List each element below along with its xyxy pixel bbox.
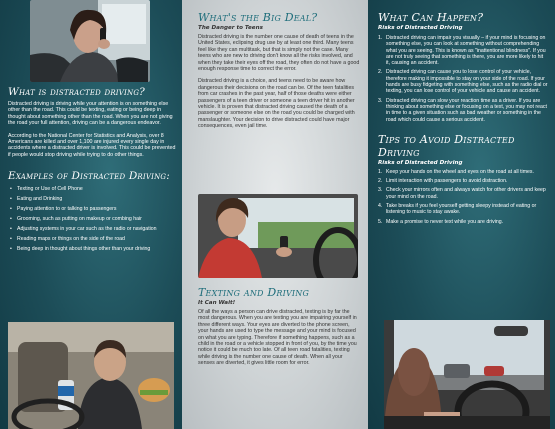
- list-item: 5. Make a promise to never text while you are driving.: [378, 218, 504, 225]
- section-title: What is distracted driving?: [8, 86, 145, 98]
- risks-list: [378, 35, 548, 123]
- list-item: • Grooming, such as putting on makeup or combing hair: [8, 216, 176, 222]
- middle-panel: [182, 0, 368, 429]
- section-title: Tips to Avoid Distracted Driving: [378, 132, 515, 159]
- list-item: 1. Keep your hands on the wheel and eyes on the road at all times.: [378, 168, 534, 175]
- list-item: 2. Limit interaction with passengers to avoid distraction.: [378, 178, 508, 185]
- paragraph: Distracted driving is the number one cause of death of teens in the United States, eclipsing drug use by at least one third. Many teens feel like they can multitask, but that is simply not the case. Many teens who are new to driving don't know all the risks involved, and when they take their eyes off the road, they often do not have a good enough response time to correct the error.: [198, 34, 360, 73]
- list-item: • Texting or Use of Cell Phone: [8, 186, 176, 192]
- section-title: Texting and Driving: [198, 286, 310, 299]
- list-item: • Eating and Drinking: [8, 196, 176, 202]
- woman-phone-photo: [30, 0, 150, 82]
- list-item: 1. Distracted driving can impair you visually – if your mind is focusing on something else, you can look at something without comprehending what you are seeing. This is known as "inattentional blindness". If you are not truly seeing that something is there, you are more likely to hit it, causing an accident.: [378, 35, 546, 67]
- right-panel: [368, 0, 555, 429]
- paragraph: Of all the ways a person can drive distracted, texting is by far the most dangerous. When you are texting you are impairing yourself in three different ways. Your eyes are diverted to the phone screen, your hands are used to type the message and your mind is focused on what you are typing. Therefore if something happens, such as a child in the road or a vehicle stopped in front of you, by the time you notice it could be much too late. Of all teen road fatalities, texting while driving is the number one cause of death. When all your senses are diverted, it gives little room for error.: [198, 309, 357, 367]
- paragraph: Distracted driving is a choice, and teens need to be aware how dangerous their decisions on the road can be. Of the teen fatalities from car crashes in the past year, half of those deaths were either passengers of a teen driver or someone a teen driver hit in another vehicle. It is proven that distracted driving caused the death of a passenger or someone else on the road you could be charged with manslaughter. Your decision to drive distracted could have major consequences, even jail time.: [198, 78, 355, 130]
- paragraph: According to the National Center for Statistics and Analysis, over 8 Americans are killed and over 1,100 are injured every single day in accidents where a distracted driver is involved. This could be prevented if people would stop driving while trying to do other things.: [8, 132, 176, 158]
- list-item: • Reading maps or things on the side of the road: [8, 236, 176, 242]
- list-item: • Being deep in thought about things other than your driving: [8, 246, 176, 252]
- list-item: 4. Take breaks if you feel yourself getting sleepy instead of eating or listening to music to stay awake.: [378, 203, 537, 216]
- list-item: • Paying attention to or talking to passengers: [8, 206, 176, 212]
- man-eating-photo: [8, 322, 174, 429]
- section-subtitle: Risks of Distracted Driving: [378, 25, 463, 31]
- section-title: Examples of Distracted Driving:: [8, 170, 170, 183]
- section-title: What Can Happen?: [378, 11, 484, 24]
- paragraph: Distracted driving is driving while your attention is on something else other than the road. This could be texting, eating or being deep in thought about something other than the road. When you are not giving the road your full attention, driving can be a dangerous endeavor.: [8, 101, 173, 127]
- list-item: 3. Distracted driving can slow your reaction time as a driver. If you are thinking about something else or focusing on a text, you may not react in time to a given situation such as bad weather or something in the road which could cause a serious accident.: [378, 97, 547, 123]
- list-item: • Adjusting systems in your car such as the radio or navigation: [8, 226, 176, 232]
- section-title: What's the Big Deal?: [198, 11, 318, 24]
- teen-texting-photo: [198, 194, 358, 278]
- list-item: 3. Check your mirrors often and always watch for other drivers and keep your mind on the road.: [378, 187, 546, 200]
- driver-road-photo: [384, 320, 550, 429]
- section-subtitle: It Can Wait!: [198, 300, 236, 306]
- section-subtitle: Risks of Distracted Driving: [378, 159, 463, 166]
- list-item: 2. Distracted driving can cause you to lose control of your vehicle, therefore making it impossible to stay on your side of the road. If your hands are busy fidgeting with something else, such as the radio dial or texting, you can lose control of your vehicle and cause an accident.: [378, 69, 548, 95]
- tips-list: [378, 169, 548, 225]
- section-subtitle: The Danger to Teens: [198, 25, 263, 31]
- left-panel: [0, 0, 182, 429]
- examples-list: [8, 186, 176, 252]
